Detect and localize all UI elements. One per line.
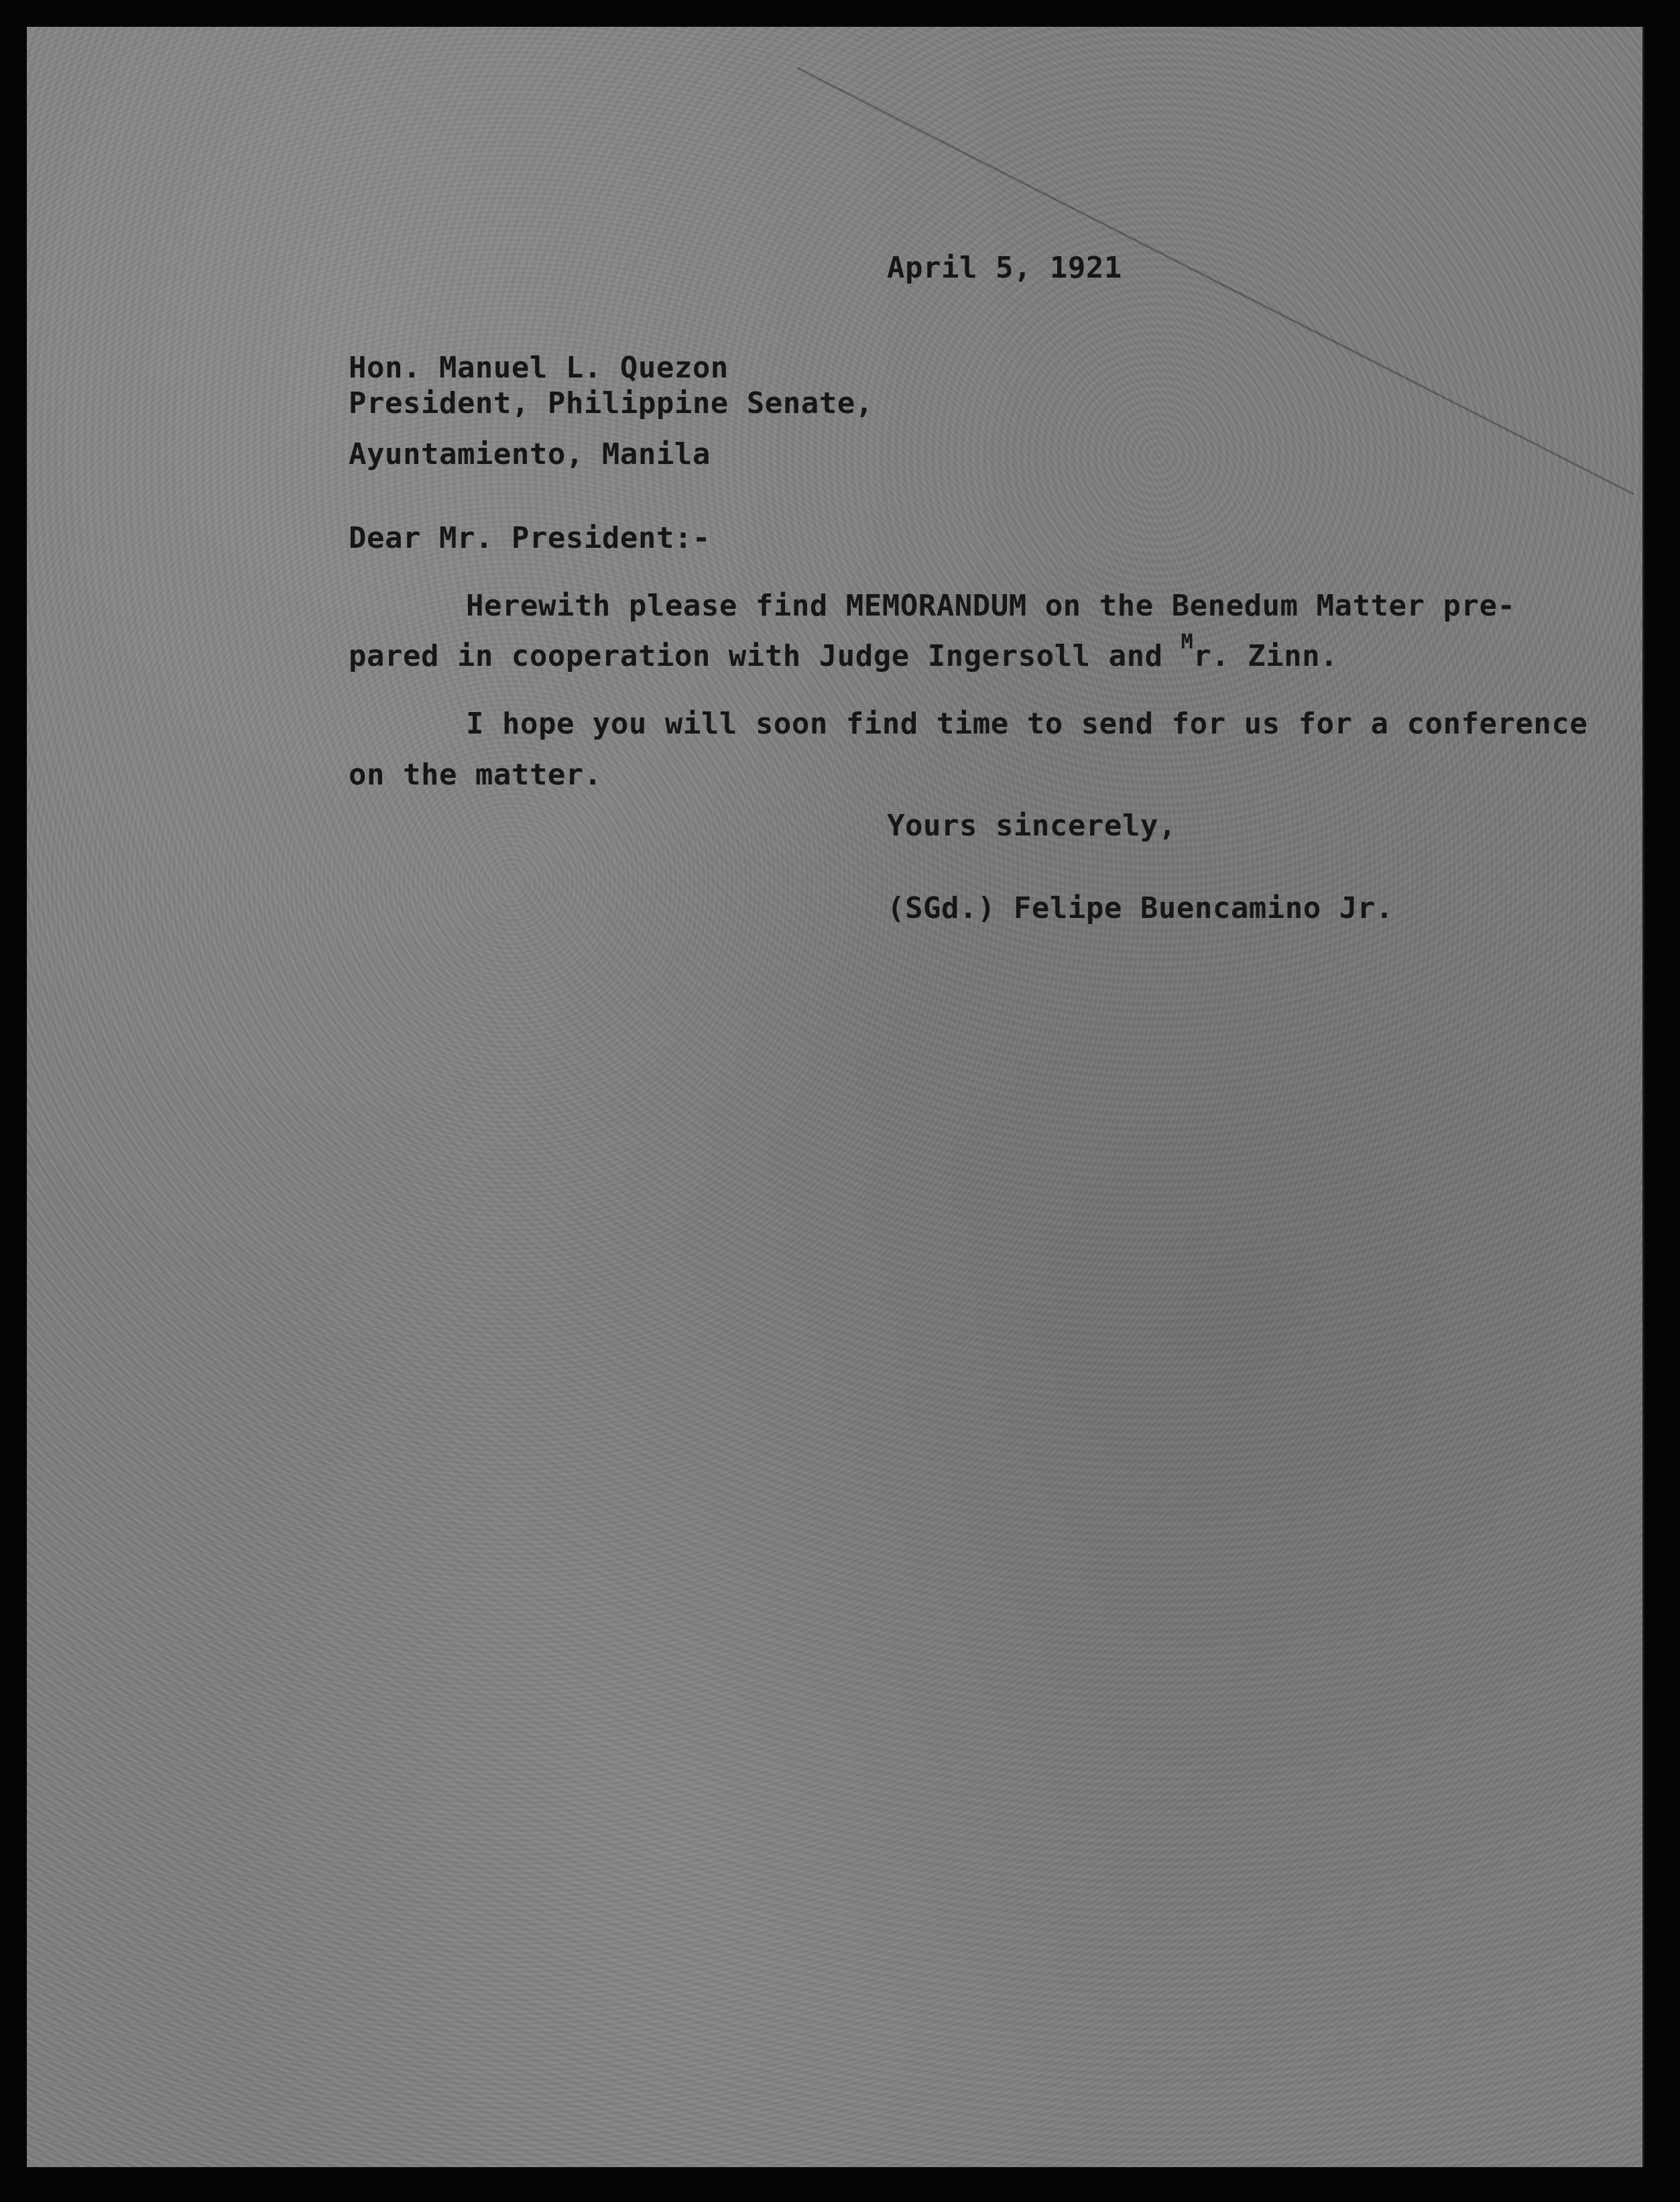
superscript-m: M (1181, 630, 1194, 654)
paragraph-1-line-2-end: r. Zinn. (1193, 639, 1339, 673)
salutation: Dear Mr. President:- (349, 521, 711, 555)
paragraph-2-line-2: on the matter. (349, 758, 602, 792)
paragraph-1-line-2 (349, 630, 1339, 673)
paragraph-2-line-1: I hope you will soon find time to send for us for a conference (466, 707, 1588, 741)
recipient-name: Hon. Manuel L. Quezon (349, 351, 729, 385)
paragraph-1-line-2-start: pared in cooperation with Judge Ingersoll and (349, 639, 1181, 673)
signature: (SGd.) Felipe Buencamino Jr. (887, 891, 1394, 925)
paragraph-1-line-1: Herewith please find MEMORANDUM on the Benedum Matter pre- (466, 589, 1516, 623)
letter-page (27, 27, 1644, 2167)
letter-date: April 5, 1921 (887, 251, 1122, 285)
recipient-address: Ayuntamiento, Manila (349, 437, 711, 471)
closing: Yours sincerely, (887, 809, 1177, 843)
recipient-title: President, Philippine Senate, (349, 386, 874, 420)
